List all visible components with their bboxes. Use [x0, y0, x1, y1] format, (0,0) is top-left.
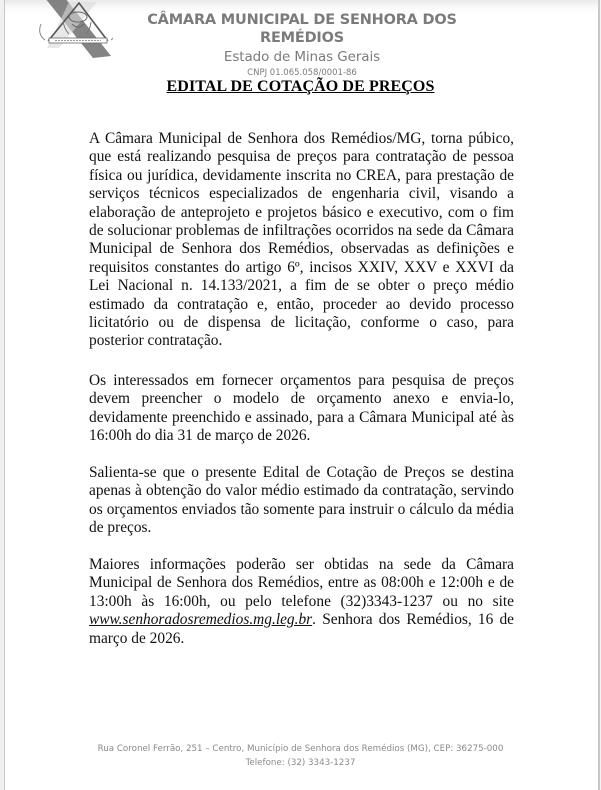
- letterhead: [120, 11, 484, 79]
- page-footer: [0, 742, 601, 770]
- paragraph-contact-info: [89, 556, 514, 648]
- paragraph-announcement: A Câmara Municipal de Senhora dos Remédios/MG, torna púbico, que está realizando pesquisa de preços para contratação de pessoa física ou jurídica, devidamente inscrita no CREA, para prestação de serviços técnicos especializados de engenharia civil, visando a elaboração de anteprojeto e projetos básico e executivo, com o fim de solucionar problemas de infiltrações ocorridos na sede da Câmara Municipal de Senhora dos Remédios, observadas as definições e requisitos constantes do artigo 6º, incisos XXIV, XXV e XXVI da Lei Nacional n. 14.133/2021, a fim de se obter o preço médio estimado da contratação e, então, proceder ao devido processo licitatório ou de dispensa de licitação, conforme o caso, para posterior contratação.: [89, 130, 514, 350]
- institution-name: CÂMARA MUNICIPAL DE SENHORA DOS REMÉDIOS: [147, 12, 457, 46]
- footer-phone: Telefone: (32) 3343-1237: [245, 758, 356, 768]
- state-name: Estado de Minas Gerais: [223, 49, 381, 65]
- contact-text: Maiores informações poderão ser obtidas na sede da Câmara Municipal de Senhora dos Remédios, entre as 08:00h e 12:00h e de 13:00h às 16:00h, ou pelo telefone (32)3343-1237 ou no site: [89, 556, 514, 610]
- document-title: EDITAL DE COTAÇÃO DE PREÇOS: [166, 78, 435, 95]
- paragraph-instructions: Os interessados em fornecer orçamentos para pesquisa de preços devem preencher o modelo de orçamento anexo e envia-lo, devidamente preenchido e assinado, para a Câmara Municipal até às 16:00h do dia 31 de março de 2026.: [89, 372, 514, 445]
- cnpj-number: CNPJ 01.065.058/0001-86: [247, 68, 357, 78]
- footer-address: Rua Coronel Ferrão, 251 – Centro, Município de Senhora dos Remédios (MG), CEP: 36275-000: [97, 744, 504, 754]
- website-link[interactable]: www.senhoradosremedios.mg.leg.br: [89, 611, 313, 629]
- municipal-seal-icon: [33, 0, 113, 58]
- paragraph-purpose: Salienta-se que o presente Edital de Cotação de Preços se destina apenas à obtenção do valor médio estimado da contratação, servindo os orçamentos enviados tão somente para instruir o cálculo da média de preços.: [89, 464, 514, 537]
- place-date-text: . Senhora dos Remédios, 16 de março de 2026.: [89, 611, 514, 647]
